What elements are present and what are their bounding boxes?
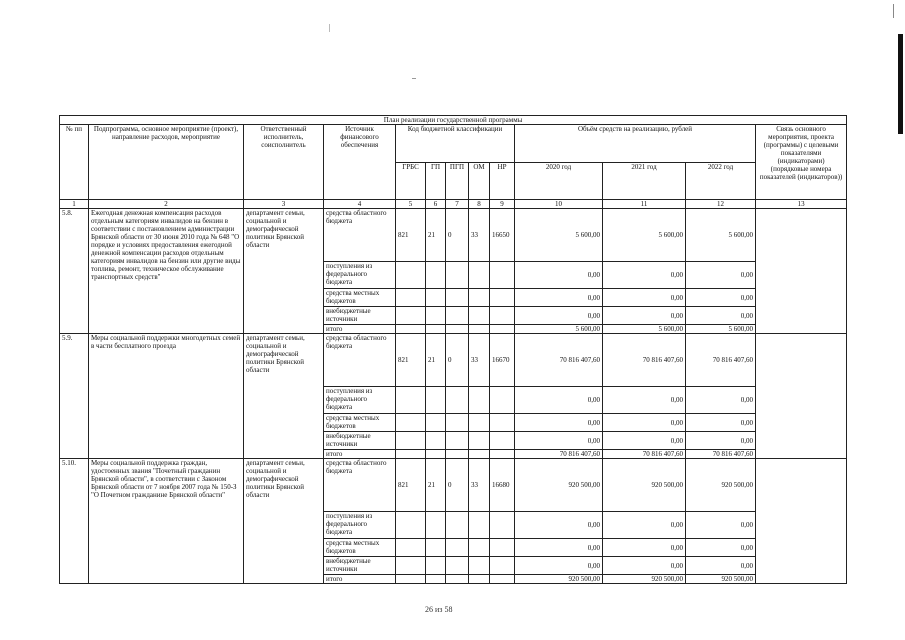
header-link: Связь основного мероприятия, проекта (программы) с целевыми показателями (индикаторами) (порядковые номера показателей (индикаторов)) [756,125,847,200]
cell-2022: 920 500,00 [686,459,756,512]
scan-mark [412,78,416,79]
cell-2021: 70 816 407,60 [603,334,686,387]
measure-5-8 [60,209,847,334]
header-pgp: ПГП [446,162,469,200]
column-number: 4 [324,200,396,209]
cell-link [756,459,847,584]
cell-gp: 21 [426,459,446,512]
column-number: 10 [515,200,603,209]
header-nr: НР [490,162,515,200]
cell-2020: 0,00 [515,289,603,307]
header-2021: 2021 год [603,162,686,200]
source-extra: внебюджетные источники [324,432,396,450]
source-total: итого [324,575,396,584]
cell-pgp: 0 [446,459,469,512]
row-number: 5.10. [60,459,89,584]
cell-2022: 70 816 407,60 [686,334,756,387]
cell-2020: 0,00 [515,262,603,289]
cell-nr: 16680 [490,459,515,512]
row-program: Меры социальной поддержки многодетных семей в части бесплатного проезда [89,334,244,459]
column-number: 2 [89,200,244,209]
cell-gp: 21 [426,209,446,262]
source-regional: средства областного бюджета [324,459,396,512]
cell-grbs: 821 [396,334,426,387]
header-no: № пп [60,125,89,200]
cell-2022: 70 816 407,60 [686,450,756,459]
cell-2022: 0,00 [686,262,756,289]
table-row [60,334,847,387]
cell-2021: 0,00 [603,414,686,432]
cell-pgp: 0 [446,209,469,262]
row-executor: департамент семьи, социальной и демографической политики Брянской области [244,459,324,584]
column-number: 8 [469,200,490,209]
cell-2021: 0,00 [603,557,686,575]
row-program: Меры социальной поддержка граждан, удостоенных звания "Почетный гражданин Брянской области", в соответствии с Законом Брянской области от 7 ноября 2007 года № 150-З "О Почетном гражданине Брянской области" [89,459,244,584]
source-regional: средства областного бюджета [324,334,396,387]
cell-2021: 5 600,00 [603,209,686,262]
cell-2020: 0,00 [515,414,603,432]
cell-2020: 0,00 [515,539,603,557]
cell-2022: 0,00 [686,539,756,557]
header-budget-code: Код бюджетной классификации [396,125,515,163]
cell-2020: 5 600,00 [515,325,603,334]
header-executor: Ответственный исполнитель, соисполнитель [244,125,324,200]
cell-2020: 0,00 [515,307,603,325]
table-row [60,459,847,512]
cell-2022: 0,00 [686,289,756,307]
row-number: 5.9. [60,334,89,459]
column-number-row [60,200,847,209]
cell-2021: 0,00 [603,307,686,325]
header-2022: 2022 год [686,162,756,200]
column-number: 6 [426,200,446,209]
column-number: 5 [396,200,426,209]
column-number: 7 [446,200,469,209]
source-local: средства местных бюджетов [324,414,396,432]
cell-om: 33 [469,334,490,387]
cell-2021: 0,00 [603,539,686,557]
cell-2022: 0,00 [686,414,756,432]
cell-2021: 920 500,00 [603,459,686,512]
cell-link [756,334,847,459]
cell-2020: 0,00 [515,387,603,414]
source-federal: поступления из федерального бюджета [324,387,396,414]
header-om: ОМ [469,162,490,200]
cell-grbs: 821 [396,209,426,262]
cell-2022: 5 600,00 [686,325,756,334]
cell-gp: 21 [426,334,446,387]
cell-2020: 70 816 407,60 [515,450,603,459]
row-executor: департамент семьи, социальной и демографической политики Брянской области [244,209,324,334]
cell-2021: 0,00 [603,289,686,307]
cell-2021: 0,00 [603,262,686,289]
source-total: итого [324,450,396,459]
measure-5-9 [60,334,847,459]
column-number: 9 [490,200,515,209]
cell-nr: 16650 [490,209,515,262]
cell-2020: 0,00 [515,432,603,450]
cell-2022: 0,00 [686,432,756,450]
source-federal: поступления из федерального бюджета [324,262,396,289]
cell-2021: 0,00 [603,512,686,539]
cell-grbs: 821 [396,459,426,512]
page-number: 26 из 58 [425,605,453,614]
cell-2021: 5 600,00 [603,325,686,334]
row-number: 5.8. [60,209,89,334]
cell-2021: 0,00 [603,432,686,450]
cell-2020: 5 600,00 [515,209,603,262]
cell-om: 33 [469,459,490,512]
cell-2020: 70 816 407,60 [515,334,603,387]
header-volume: Объём средств на реализацию, рублей [515,125,756,163]
cell-link [756,209,847,334]
row-executor: департамент семьи, социальной и демографической политики Брянской области [244,334,324,459]
header-2020: 2020 год [515,162,603,200]
plan-table [59,115,847,584]
cell-2020: 0,00 [515,512,603,539]
column-number: 1 [60,200,89,209]
measure-5-10 [60,459,847,584]
scan-mark [329,24,330,32]
source-extra: внебюджетные источники [324,307,396,325]
cell-2022: 5 600,00 [686,209,756,262]
cell-2020: 0,00 [515,557,603,575]
scan-edge-bar [898,34,903,134]
source-federal: поступления из федерального бюджета [324,512,396,539]
cell-pgp: 0 [446,334,469,387]
cell-2021: 70 816 407,60 [603,450,686,459]
row-program: Ежегодная денежная компенсация расходов отдельным категориям инвалидов на бензин в соответствии с постановлением администрации Брянской области от 30 июня 2010 года № 648 "О порядке и условиях предоставления ежегодной денежной компенсации расходов отдельным категориям инвалидов на бензин или другие виды топлива, ремонт, техническое обслуживание транспортных средств" [89,209,244,334]
cell-2022: 0,00 [686,307,756,325]
cell-om: 33 [469,209,490,262]
header-grbs: ГРБС [396,162,426,200]
source-local: средства местных бюджетов [324,539,396,557]
source-extra: внебюджетные источники [324,557,396,575]
table-row [60,209,847,262]
source-local: средства местных бюджетов [324,289,396,307]
header-gp: ГП [426,162,446,200]
source-total: итого [324,325,396,334]
column-number: 13 [756,200,847,209]
cell-nr: 16670 [490,334,515,387]
cell-2020: 920 500,00 [515,459,603,512]
cell-2022: 0,00 [686,387,756,414]
header-program: Подпрограмма, основное мероприятие (проект), направление расходов, мероприятие [89,125,244,200]
header-source: Источник финансового обеспечения [324,125,396,200]
cell-2022: 0,00 [686,512,756,539]
table-title: План реализации государственной программы [60,116,847,125]
source-regional: средства областного бюджета [324,209,396,262]
column-number: 3 [244,200,324,209]
scan-edge-mark [893,4,894,18]
cell-2022: 0,00 [686,557,756,575]
cell-2021: 0,00 [603,387,686,414]
cell-2020: 920 500,00 [515,575,603,584]
cell-2021: 920 500,00 [603,575,686,584]
column-number: 12 [686,200,756,209]
cell-2022: 920 500,00 [686,575,756,584]
column-number: 11 [603,200,686,209]
